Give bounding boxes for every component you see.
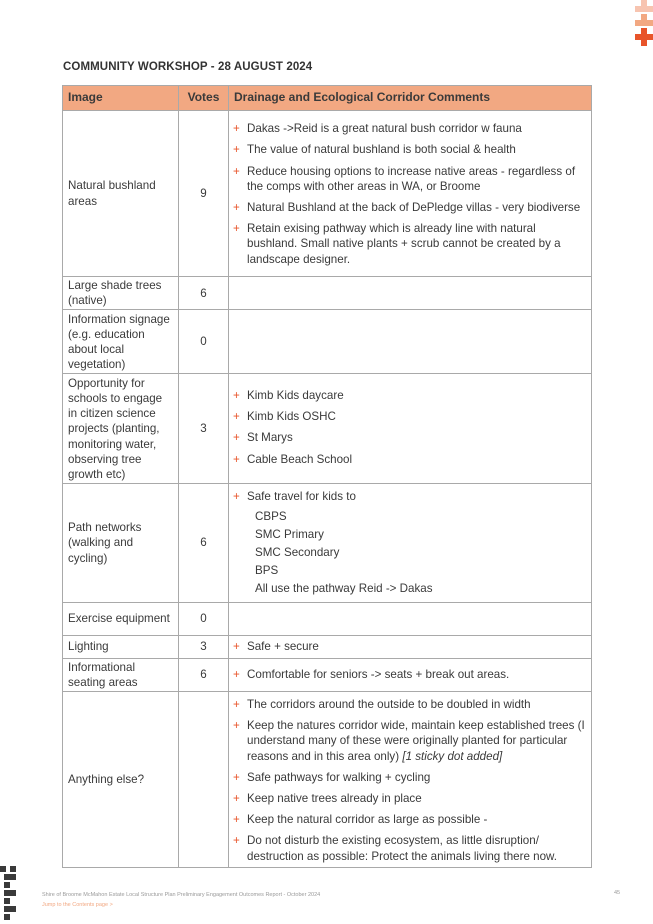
row-comments bbox=[229, 635, 592, 658]
list-item: + Natural Bushland at the back of DePledge villas - very biodiverse bbox=[233, 201, 581, 214]
plus-bullet-icon: + bbox=[233, 640, 240, 654]
row-image: Anything else? bbox=[63, 692, 179, 868]
row-image: Lighting bbox=[63, 635, 179, 658]
row-votes bbox=[179, 692, 229, 868]
list-item: + The corridors around the outside to be doubled in width bbox=[233, 698, 531, 712]
row-image: Informational seating areas bbox=[63, 658, 179, 691]
contents-link[interactable]: Jump to the Contents page > bbox=[42, 902, 113, 908]
list-item: + Dakas ->Reid is a great natural bush corridor w fauna bbox=[233, 122, 522, 136]
sub-line: CBPS bbox=[255, 509, 287, 523]
list-item: + Retain exising pathway which is already line with natural bushland. Small native plants + scrub cannot be created by a landscape designer. bbox=[233, 222, 561, 266]
row-votes: 0 bbox=[179, 310, 229, 374]
table-row bbox=[63, 635, 592, 658]
plus-bullet-icon: + bbox=[233, 490, 240, 504]
list-item: + Keep the natural corridor as large as possible - bbox=[233, 813, 488, 827]
header-votes: Votes bbox=[179, 86, 229, 111]
header-image: Image bbox=[63, 86, 179, 111]
plus-bullet-icon: + bbox=[233, 792, 240, 806]
list-item: + Kimb Kids daycare bbox=[233, 389, 344, 402]
row-image: Exercise equipment bbox=[63, 602, 179, 635]
sub-line: All use the pathway Reid -> Dakas bbox=[255, 582, 433, 596]
row-comments bbox=[229, 658, 592, 691]
list-item: + Do not disturb the existing ecosystem, as little disruption/ destruction as possible: Protect the animals living there now. bbox=[233, 834, 557, 863]
table-row bbox=[63, 277, 592, 310]
table-row bbox=[63, 111, 592, 277]
list-item: + Keep native trees already in place bbox=[233, 792, 422, 806]
brand-side-icon bbox=[0, 866, 20, 924]
footer bbox=[42, 890, 320, 910]
plus-bullet-icon: + bbox=[233, 410, 240, 424]
row-image: Natural bushland areas bbox=[63, 111, 179, 277]
row-votes: 6 bbox=[179, 658, 229, 691]
plus-bullet-icon: + bbox=[233, 813, 240, 827]
table-row bbox=[63, 602, 592, 635]
header-comments: Drainage and Ecological Corridor Comments bbox=[229, 86, 592, 111]
list-item: + Safe pathways for walking + cycling bbox=[233, 770, 431, 784]
plus-bullet-icon: + bbox=[233, 770, 240, 784]
row-image: Opportunity for schools to engage in citizen science projects (planting, monitoring water, observing tree growth etc) bbox=[63, 374, 179, 484]
row-image: Large shade trees (native) bbox=[63, 277, 179, 310]
list-item: + Reduce housing options to increase native areas - regardless of the comps with other areas in WA, or Broome bbox=[233, 164, 576, 193]
row-image: Path networks (walking and cycling) bbox=[63, 484, 179, 602]
page-title: COMMUNITY WORKSHOP - 28 AUGUST 2024 bbox=[63, 61, 313, 73]
list-item: + St Marys bbox=[233, 431, 293, 445]
table-row bbox=[63, 692, 592, 868]
plus-bullet-icon: + bbox=[233, 452, 240, 466]
row-comments bbox=[229, 310, 592, 374]
page-number: 45 bbox=[614, 890, 621, 896]
plus-bullet-icon: + bbox=[233, 431, 240, 445]
row-votes: 9 bbox=[179, 111, 229, 277]
list-item: + Safe + secure bbox=[233, 640, 319, 654]
list-item: + Safe travel for kids to bbox=[233, 490, 356, 504]
plus-bullet-icon: + bbox=[233, 698, 240, 712]
comments-table bbox=[62, 85, 592, 868]
plus-bullet-icon: + bbox=[233, 164, 240, 178]
row-votes: 6 bbox=[179, 277, 229, 310]
list-item: + Comfortable for seniors -> seats + break out areas. bbox=[233, 668, 510, 682]
row-votes: 3 bbox=[179, 374, 229, 484]
plus-bullet-icon: + bbox=[233, 719, 240, 733]
row-comments bbox=[229, 692, 592, 868]
plus-bullet-icon: + bbox=[233, 222, 240, 236]
row-votes: 3 bbox=[179, 635, 229, 658]
table-row bbox=[63, 310, 592, 374]
table-header-row bbox=[63, 86, 592, 111]
row-comments bbox=[229, 374, 592, 484]
sticky-dot-note: [1 sticky dot added] bbox=[402, 749, 503, 763]
plus-bullet-icon: + bbox=[233, 668, 240, 682]
row-votes: 6 bbox=[179, 484, 229, 602]
sub-line: BPS bbox=[255, 564, 279, 578]
plus-bullet-icon: + bbox=[233, 143, 240, 157]
row-comments bbox=[229, 484, 592, 602]
sub-line: SMC Secondary bbox=[255, 546, 340, 560]
list-item: + Kimb Kids OSHC bbox=[233, 410, 336, 424]
list-item: + Cable Beach School bbox=[233, 452, 353, 466]
list-item: + The value of natural bushland is both social & health bbox=[233, 143, 516, 157]
row-comments bbox=[229, 111, 592, 277]
plus-bullet-icon: + bbox=[233, 201, 240, 214]
row-comments bbox=[229, 602, 592, 635]
table-row bbox=[63, 658, 592, 691]
table-row bbox=[63, 484, 592, 602]
footer-report-title: Shire of Broome McMahon Estate Local Structure Plan Preliminary Engagement Outcomes Report - October 2024 bbox=[42, 892, 321, 898]
row-comments bbox=[229, 277, 592, 310]
table-row bbox=[63, 374, 592, 484]
row-votes: 0 bbox=[179, 602, 229, 635]
plus-bullet-icon: + bbox=[233, 122, 240, 136]
list-item: + Keep the natures corridor wide, maintain keep established trees (I understand many of these were originally planted for particular reasons and in this area only) [1 sticky dot added] bbox=[233, 719, 585, 763]
sub-line: SMC Primary bbox=[255, 527, 324, 541]
row-image: Information signage (e.g. education about local vegetation) bbox=[63, 310, 179, 374]
plus-bullet-icon: + bbox=[233, 834, 240, 848]
brand-corner-icon bbox=[629, 0, 653, 48]
plus-bullet-icon: + bbox=[233, 389, 240, 402]
